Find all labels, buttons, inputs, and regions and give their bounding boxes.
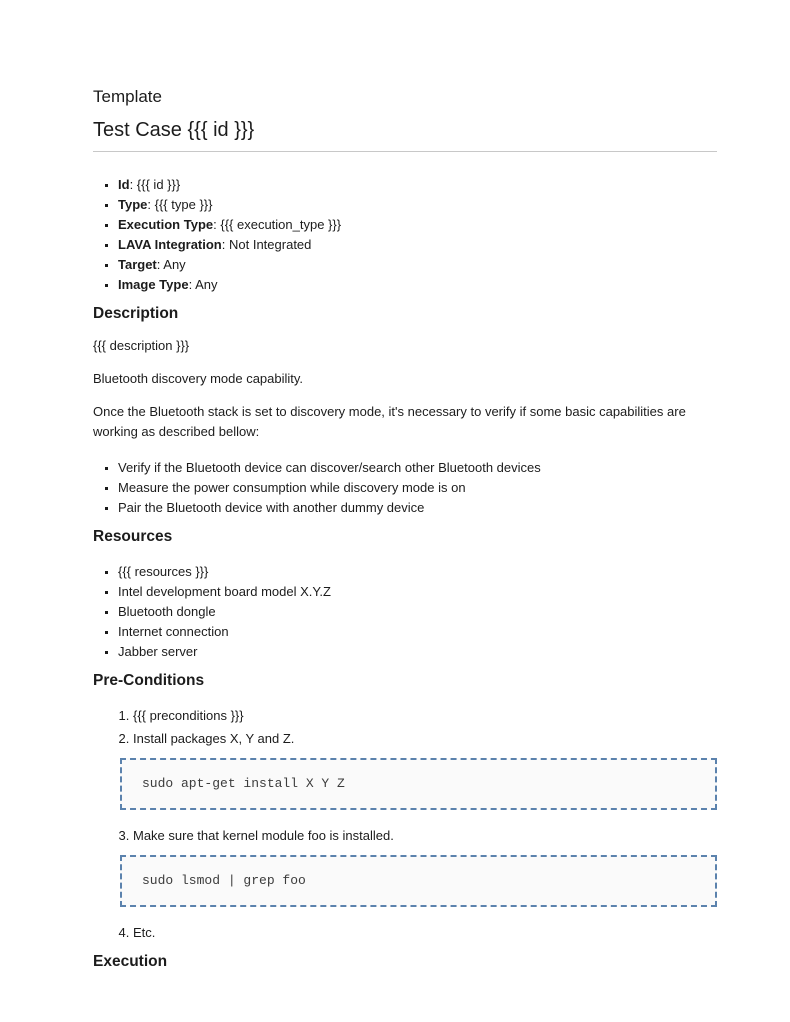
description-summary: Bluetooth discovery mode capability. (93, 371, 304, 387)
meta-label: Execution Type (118, 217, 214, 233)
meta-value: Any (195, 277, 218, 293)
section-heading-preconditions: Pre-Conditions (93, 672, 205, 690)
description-placeholder: {{{ description }}} (93, 338, 190, 354)
description-bullet: ▪ Verify if the Bluetooth device can discover/search other Bluetooth devices (118, 458, 717, 478)
meta-label: Id (118, 177, 130, 193)
description-bullet-list (93, 458, 717, 518)
meta-list (93, 175, 717, 295)
resource-item: ▪ Bluetooth dongle (118, 602, 717, 622)
code-block-lsmod-grep: sudo lsmod | grep foo (120, 855, 717, 907)
meta-item-id (118, 175, 717, 195)
resource-item: ▪ {{{ resources }}} (118, 562, 717, 582)
preconditions-steps (93, 706, 717, 943)
description-bullet: ▪ Measure the power consumption while discovery mode is on (118, 478, 717, 498)
section-heading-description: Description (93, 305, 179, 323)
precondition-step: 4. Etc. (133, 923, 717, 943)
precondition-step-text: Install packages X, Y and Z. (133, 730, 295, 746)
meta-item-lava-integration (118, 235, 717, 255)
meta-separator: : (213, 217, 221, 233)
section-heading-resources: Resources (93, 528, 173, 546)
meta-label: Type (118, 197, 148, 213)
meta-item-type (118, 195, 717, 215)
precondition-step: 1. {{{ preconditions }}} (133, 706, 717, 726)
meta-item-image-type (118, 275, 717, 295)
meta-separator: : (129, 177, 137, 193)
description-bullet: ▪ Pair the Bluetooth device with another dummy device (118, 498, 717, 518)
meta-value: {{{ id }}} (136, 177, 181, 193)
meta-label: LAVA Integration (118, 237, 222, 253)
meta-separator: : (188, 277, 196, 293)
meta-separator: : (221, 237, 229, 253)
meta-item-target (118, 255, 717, 275)
resource-item: ▪ Internet connection (118, 622, 717, 642)
doc-title: Test Case {{{ id }}} (93, 118, 717, 152)
meta-value: Not Integrated (229, 237, 312, 253)
document-content (93, 87, 717, 971)
meta-label: Image Type (118, 277, 189, 293)
precondition-step (133, 729, 717, 810)
resource-item: ▪ Intel development board model X.Y.Z (118, 582, 717, 602)
meta-value: Any (163, 257, 186, 273)
description-detail: Once the Bluetooth stack is set to discovery mode, it's necessary to verify if some basic capabilities are working as described bellow: (93, 404, 686, 440)
meta-label: Target (118, 257, 157, 273)
code-block-install-packages: sudo apt-get install X Y Z (120, 758, 717, 810)
meta-value: {{{ execution_type }}} (220, 217, 342, 233)
meta-separator: : (156, 257, 164, 273)
resources-list (93, 562, 717, 662)
meta-separator: : (147, 197, 155, 213)
precondition-step (133, 826, 717, 907)
resource-item: ▪ Jabber server (118, 642, 717, 662)
precondition-step-text: Make sure that kernel module foo is installed. (133, 827, 394, 843)
meta-value: {{{ type }}} (154, 197, 213, 213)
section-heading-execution: Execution (93, 952, 168, 970)
meta-item-execution-type (118, 215, 717, 235)
doc-supertitle: Template (93, 87, 162, 106)
